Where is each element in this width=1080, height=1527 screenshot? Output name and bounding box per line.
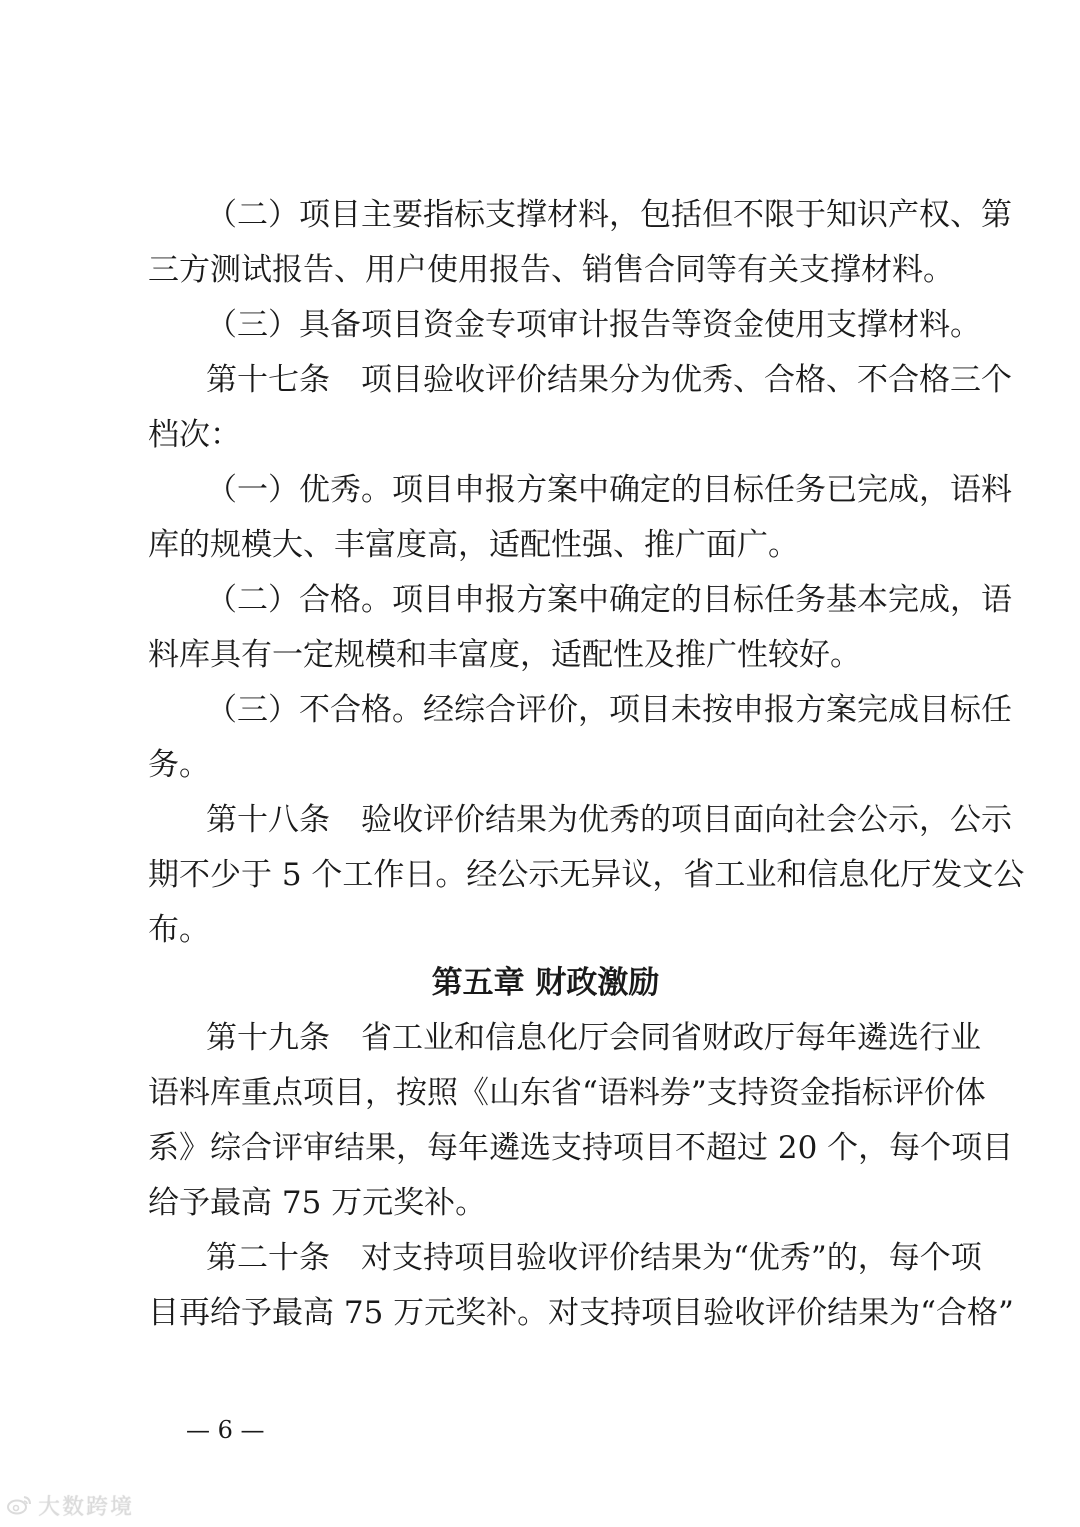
- watermark: [6, 1490, 134, 1520]
- paragraph-line: （二）项目主要指标支撑材料，包括但不限于知识产权、第: [206, 197, 1012, 233]
- paragraph-line: （二）合格。项目申报方案中确定的目标任务基本完成，语: [206, 582, 1012, 618]
- watermark-text: 大数跨境: [38, 1494, 135, 1520]
- paragraph-line: 料库具有一定规模和丰富度，适配性及推广性较好。: [148, 637, 861, 673]
- paragraph-line: 库的规模大、丰富度高，适配性强、推广面广。: [148, 527, 799, 563]
- paragraph-line: 期不少于 5 个工作日。经公示无异议，省工业和信息化厅发文公: [148, 857, 1025, 893]
- paragraph-line: 目再给予最高 75 万元奖补。对支持项目验收评价结果为“合格”: [148, 1295, 1014, 1331]
- paragraph-line: （三）不合格。经综合评价，项目未按申报方案完成目标任: [206, 692, 1012, 728]
- paragraph-line: 系》综合评审结果，每年遴选支持项目不超过 20 个，每个项目: [148, 1130, 1014, 1166]
- page-number: — 6 —: [186, 1416, 265, 1444]
- paragraph-line: 档次：: [148, 417, 241, 453]
- paragraph-line: 给予最高 75 万元奖补。: [148, 1185, 487, 1221]
- weibo-logo-icon: [6, 1494, 32, 1516]
- paragraph-line: 三方测试报告、用户使用报告、销售合同等有关支撑材料。: [148, 252, 954, 288]
- paragraph-line: （三）具备项目资金专项审计报告等资金使用支撑材料。: [206, 307, 981, 343]
- paragraph-line: 布。: [148, 912, 210, 948]
- article-19-line: 第十九条 省工业和信息化厅会同省财政厅每年遴选行业: [206, 1020, 981, 1056]
- chapter-title: 第五章 财政激励: [431, 965, 660, 1001]
- paragraph-line: 务。: [148, 747, 210, 783]
- article-20-line: 第二十条 对支持项目验收评价结果为“优秀”的，每个项: [206, 1240, 982, 1276]
- article-18-line: 第十八条 验收评价结果为优秀的项目面向社会公示，公示: [206, 802, 1012, 838]
- article-17-line: 第十七条 项目验收评价结果分为优秀、合格、不合格三个: [206, 362, 1012, 398]
- paragraph-line: （一）优秀。项目申报方案中确定的目标任务已完成，语料: [206, 472, 1012, 508]
- paragraph-line: 语料库重点项目，按照《山东省“语料券”支持资金指标评价体: [148, 1075, 986, 1111]
